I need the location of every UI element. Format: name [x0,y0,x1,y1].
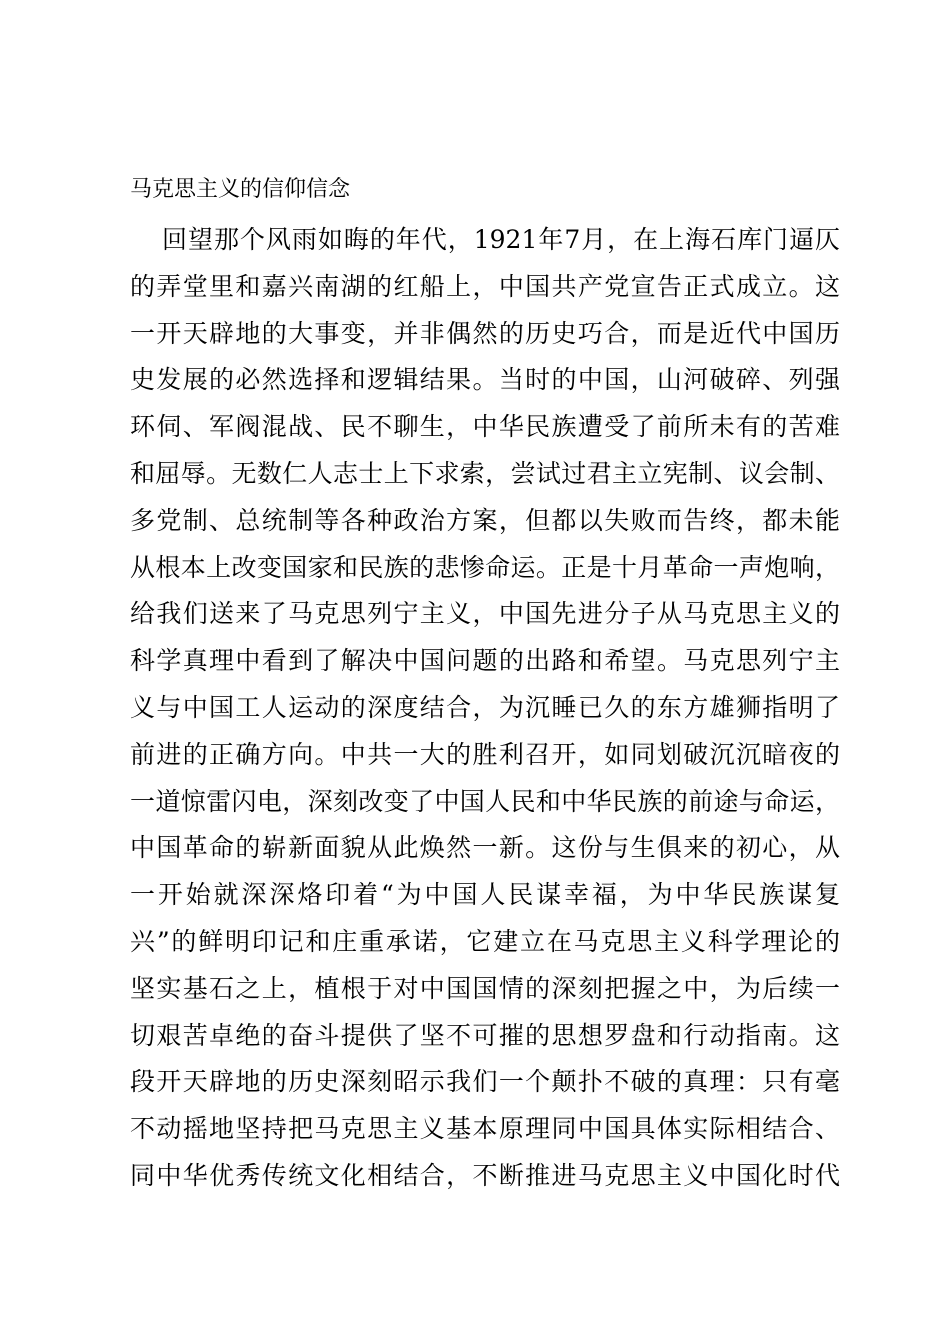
paragraph-line: 环伺、军阀混战、民不聊生，中华民族遭受了前所未有的苦难 [130,412,840,442]
paragraph-line: 切艰苦卓绝的奋斗提供了坚不可摧的思想罗盘和行动指南。这 [130,1020,840,1050]
paragraph-line: 史发展的必然选择和逻辑结果。当时的中国，山河破碎、列强 [130,365,840,395]
paragraph-line: 一道惊雷闪电，深刻改变了中国人民和中华民族的前途与命运， [130,786,840,816]
paragraph-line: 中国革命的崭新面貌从此焕然一新。这份与生俱来的初心，从 [130,833,840,863]
paragraph-line: 给我们送来了马克思列宁主义，中国先进分子从马克思主义的 [130,599,840,629]
body-paragraph [130,220,840,1203]
paragraph-line: 一开天辟地的大事变，并非偶然的历史巧合，而是近代中国历 [130,318,840,348]
paragraph-line: 多党制、总统制等各种政治方案，但都以失败而告终，都未能 [130,505,840,535]
paragraph-line: 同中华优秀传统文化相结合，不断推进马克思主义中国化时代 [130,1160,840,1190]
paragraph-line: 从根本上改变国家和民族的悲惨命运。正是十月革命一声炮响， [130,552,840,582]
paragraph-line: 坚实基石之上，植根于对中国国情的深刻把握之中，为后续一 [130,973,840,1003]
paragraph-line: 段开天辟地的历史深刻昭示我们一个颠扑不破的真理：只有毫 [130,1067,840,1097]
paragraph-line: 一开始就深深烙印着“为中国人民谋幸福，为中华民族谋复 [130,880,840,910]
paragraph-line: 兴”的鲜明印记和庄重承诺，它建立在马克思主义科学理论的 [130,926,840,956]
paragraph-line: 的弄堂里和嘉兴南湖的红船上，中国共产党宣告正式成立。这 [130,271,840,301]
paragraph-line: 和屈辱。无数仁人志士上下求索，尝试过君主立宪制、议会制、 [130,458,840,488]
paragraph-line: 不动摇地坚持把马克思主义基本原理同中国具体实际相结合、 [130,1114,840,1144]
paragraph-line: 义与中国工人运动的深度结合，为沉睡已久的东方雄狮指明了 [130,692,840,722]
paragraph-line: 回望那个风雨如晦的年代，1921年7月，在上海石库门逼仄 [162,225,840,254]
document-title: 马克思主义的信仰信念 [130,177,351,202]
paragraph-line: 前进的正确方向。中共一大的胜利召开，如同划破沉沉暗夜的 [130,739,840,769]
paragraph-line: 科学真理中看到了解决中国问题的出路和希望。马克思列宁主 [130,646,840,676]
